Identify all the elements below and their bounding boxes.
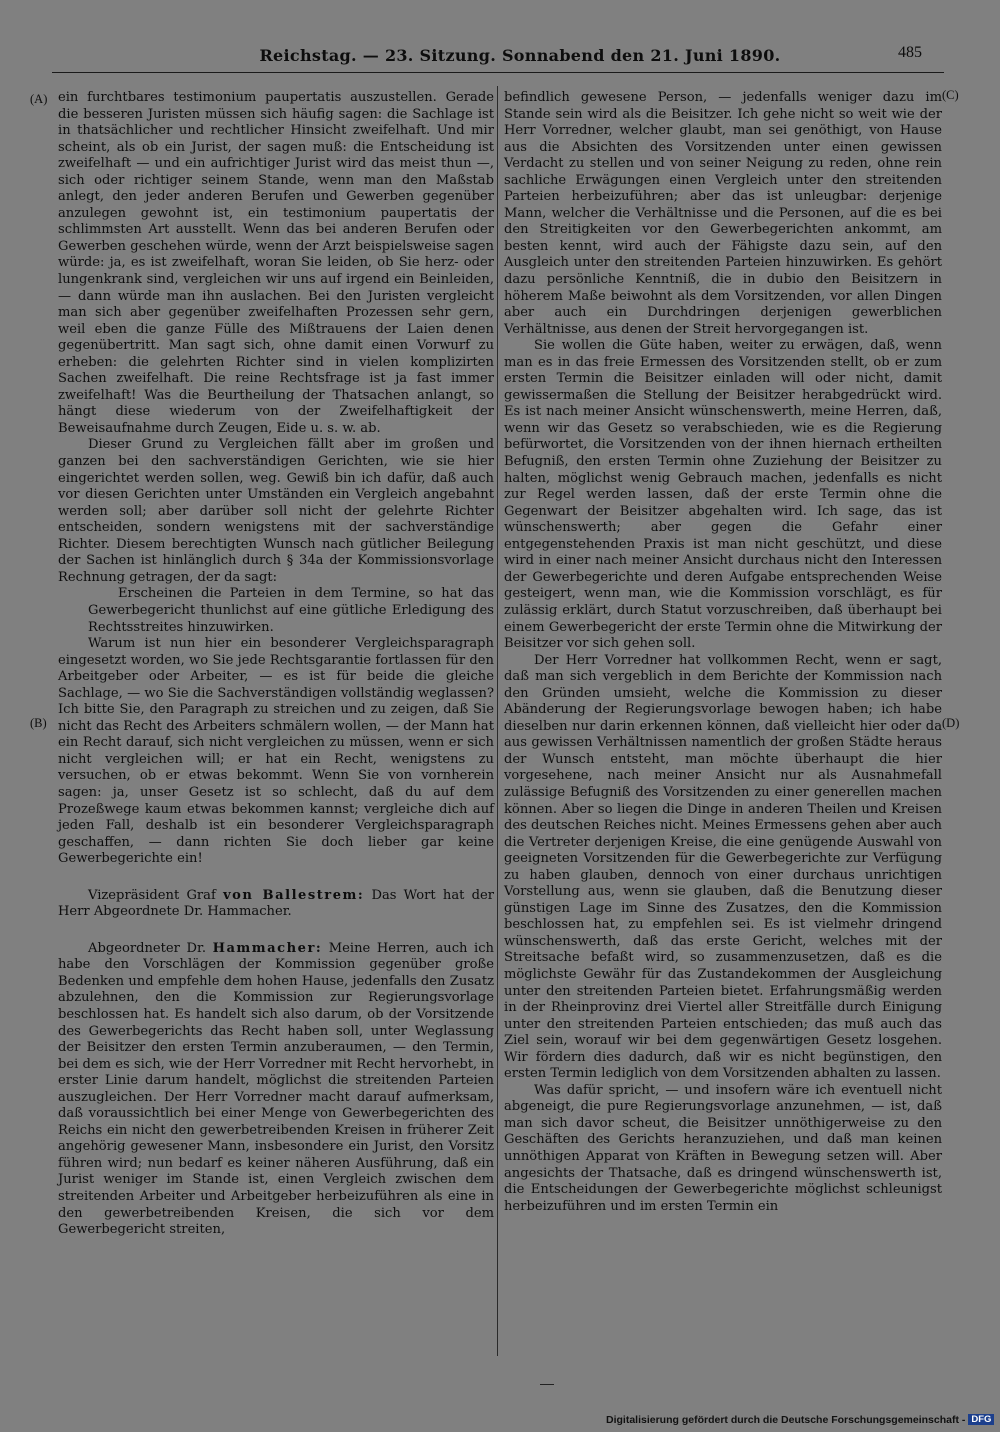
quoted-paragraph: Erscheinen die Parteien in dem Termine, so hat das Gewerbegericht thunlichst auf eine gütliche Erledigung des Rechtsstreites hinzuwirken.	[88, 586, 494, 635]
speaker-paragraph-vizepraesident	[58, 888, 494, 921]
paragraph: befindlich gewesene Person, — jedenfalls weniger dazu im Stande sein wird als die Beisitzer. Ich gehe nicht so weit wie der Herr Vorredner, welcher glaubt, man sei genöthigt, von Hause aus die Absichten des Vorsitzenden unter einen gewissen Verdacht zu stellen und von seiner Neigung zu reden, ohne rein sachliche Erwägungen einen Vergleich unter den streitenden Parteien herbeizuführen; aber das ist unleugbar: derjenige Mann, welcher die Verhältnisse und die Personen, auf die es bei den Streitigkeiten vor den Gewerbegerichten ankommt, am besten kennt, wird auch der Fähigste dazu sein, auf den Ausgleich unter den streitenden Parteien hinzuwirken. Es gehört dazu persönliche Kenntniß, die in dubio den Beisitzern in höherem Maße beiwohnt als dem Vorsitzenden, vor allen Dingen aber auch ein Durchdringen derjenigen gewerblichen Verhältnisse, aus denen der Streit hervorgegangen ist.	[504, 90, 942, 337]
speaker-name: von Ballestrem:	[223, 887, 365, 903]
footer-dash	[540, 1384, 554, 1385]
paragraph: Was dafür spricht, — und insofern wäre ich eventuell nicht abgeneigt, die pure Regierungsvorlage anzunehmen, — ist, daß man sich davor scheut, die Beisitzer unnöthigerweise zu den Geschäften des Gerichts heranzuziehen, und daß man keinen unnöthigen Apparat von Kräften in Bewegung setzen will. Aber angesichts der Thatsache, daß es dringend wünschenswerth ist, die Entscheidungen der Gewerbegerichte möglichst schleunigst herbeizuführen und im ersten Termin ein	[504, 1082, 942, 1214]
credit-text: Digitalisierung gefördert durch die Deutsche Forschungsgemeinschaft -	[606, 1414, 966, 1426]
paragraph: Warum ist nun hier ein besonderer Vergleichsparagraph eingesetzt worden, wo Sie jede Rechtsgarantie fortlassen für den Arbeitgeber oder Arbeiter, — es ist für beide die gleiche Sachlage, — wo Sie die Sachverständigen vollständig weglassen? Ich bitte Sie, den Paragraph zu streichen und zu zeigen, daß Sie nicht das Recht des Arbeiters schmälern wollen, — der Mann hat ein Recht darauf, sich nicht vergleichen zu müssen, wenn er sich nicht vergleichen will; er hat ein Recht, wenigstens zu versuchen, ob er etwas bekommt. Wenn Sie von vornherein sagen: ja, unser Gesetz ist so schlecht, daß du auf dem Prozeßwege kaum etwas bekommen kannst; vergleiche dich auf jeden Fall, deshalb ist ein besonderer Vergleichsparagraph geschaffen, — dann richten Sie doch lieber gar keine Gewerbegerichte ein!	[58, 636, 494, 867]
paragraph: Dieser Grund zu Vergleichen fällt aber im großen und ganzen bei den sachverständigen Gerichten, wie sie hier eingerichtet werden sollen, weg. Gewiß bin ich dafür, daß auch vor diesen Gerichten unter Umständen ein Vergleich angebahnt werden soll; aber darüber soll nicht der gelehrte Richter entscheiden, sondern wenigstens mit der sachverständige Richter. Diesem berechtigten Wunsch nach gütlicher Beilegung der Sachen ist hinlänglich durch § 34a der Kommissionsvorlage Rechnung getragen, der da sagt:	[58, 437, 494, 585]
margin-mark-b: (B)	[30, 716, 47, 730]
paragraph: Sie wollen die Güte haben, weiter zu erwägen, daß, wenn man es in das freie Ermessen des Vorsitzenden stellt, ob er zum ersten Termin die Beisitzer einladen will oder nicht, damit gewissermaßen die Stellung der Beisitzer herabgedrückt wird. Es ist nach meiner Ansicht wünschenswerth, meine Herren, daß, wenn wir das Gesetz so verabschieden, wie es die Regierung befürwortet, die Vorsitzenden von der ihnen hiernach ertheilten Befugniß, den ersten Termin ohne Zuziehung der Beisitzer zu halten, möglichst wenig Gebrauch machen, jedenfalls es nicht zur Regel werden lassen, daß der erste Termin ohne die Gegenwart der Beisitzer abgehalten wird. Ich sage, das ist wünschenswerth; aber gegen die Gefahr einer entgegenstehenden Praxis ist man nicht geschützt, und diese wird in einer nach meiner Ansicht durchaus nicht den Interessen der Gewerbegerichte und deren Aufgabe entsprechenden Weise gesteigert, wenn man, wie die Kommission vorschlägt, es für zulässig erklärt, durch Statut vorzuschreiben, daß überhaupt bei einem Gewerbegericht der erste Termin ohne die Mitwirkung der Beisitzer vor sich gehen soll.	[504, 338, 942, 652]
margin-mark-a: (A)	[30, 92, 48, 106]
speaker-paragraph-hammacher	[58, 941, 494, 1239]
dfg-logo: DFG	[968, 1414, 994, 1425]
page-number: 485	[898, 44, 922, 61]
left-column	[58, 90, 494, 1239]
margin-mark-d: (D)	[942, 716, 960, 730]
margin-mark-c: (C)	[942, 88, 959, 102]
speaker-title: Vizepräsident Graf	[88, 887, 224, 903]
digitization-credit	[606, 1414, 994, 1426]
right-column	[504, 90, 942, 1215]
speaker-text: Das Wort hat der Herr Abgeordnete Dr. Hammacher.	[58, 887, 494, 920]
column-divider	[497, 86, 498, 1356]
speaker-title: Abgeordneter Dr.	[88, 940, 213, 956]
paragraph: Der Herr Vorredner hat vollkommen Recht, wenn er sagt, daß man sich vergeblich in dem Berichte der Kommission nach den Gründen umsieht, welche die Kommission zu dieser Abänderung der Regierungsvorlage bewogen haben; ich habe dieselben nur darin erkennen können, daß vielleicht hier oder da aus gewissen Verhältnissen namentlich der großen Städte heraus der Wunsch entsteht, man möchte überhaupt die hier vorgesehene, nach meiner Ansicht nur als Ausnahmefall zulässige Befugniß des Vorsitzenden zu einer generellen machen können. Aber so liegen die Dinge in anderen Theilen und Kreisen des deutschen Reiches nicht. Meines Ermessens gehen aber auch die Vertreter derjenigen Kreise, die eine genügende Auswahl von geeigneten Vorsitzenden für die Gewerbegerichte zur Verfügung zu haben glauben, dennoch von einer durchaus unrichtigen Vorstellung aus, wenn sie glauben, daß die Benutzung dieser günstigen Lage im Sinne des Zusatzes, den die Kommission beschlossen hat, zu empfehlen sei. Es ist vielmehr dringend wünschenswerth, daß das erste Gericht, welches mit der Streitsache befaßt wird, so zusammenzusetzen, daß es die möglichste Gewähr für das Zustandekommen der Ausgleichung unter den streitenden Parteien bietet. Erfahrungsmäßig werden in der Rheinprovinz drei Viertel aller Streitfälle durch Einigung unter den streitenden Parteien entschieden; das muß auch das Ziel sein, worauf wir bei dem gegenwärtigen Gesetz losgehen. Wir fördern dies dadurch, daß wir es nicht begünstigen, den ersten Termin lediglich von dem Vorsitzenden abhalten zu lassen.	[504, 652, 942, 1082]
speaker-text: Meine Herren, auch ich habe den Vorschlägen der Kommission gegenüber große Bedenken und empfehle dem hohen Hause, jedenfalls den Zusatz abzulehnen, den die Kommission zur Regierungsvorlage beschlossen hat. Es handelt sich also darum, ob der Vorsitzende des Gewerbegerichts das Recht haben soll, unter Weglassung der Beisitzer den ersten Termin anzuberaumen, — den Termin, bei dem es sich, wie der Herr Vorredner mit Recht hervorhebt, in erster Linie darum handelt, möglichst die streitenden Parteien auszugleichen. Der Herr Vorredner macht darauf aufmerksam, daß voraussichtlich bei einer Menge von Gewerbegerichten des Reichs ein nicht den gewerbetreibenden Kreisen in früherer Zeit angehörig gewesener Mann, insbesondere ein Jurist, den Vorsitz führen wird; nun bedarf es keiner näheren Ausführung, daß ein Jurist weniger im Stande ist, einen Vergleich zwischen dem streitenden Arbeiter und Arbeitgeber herbeizuführen als eine in den gewerbetreibenden Kreisen, die sich vor dem Gewerbegericht streiten,	[58, 940, 494, 1238]
paragraph: ein furchtbares testimonium paupertatis auszustellen. Gerade die besseren Juristen müssen sich häufig sagen: die Sachlage ist in thatsächlicher und rechtlicher Hinsicht zweifelhaft. Und mir scheint, als ob ein Jurist, der sagen muß: die Entscheidung ist zweifelhaft — und ein aufrichtiger Jurist wird das meist thun —, sich oder richtiger seinem Stande, wenn man den Maßstab anlegt, den jeder anderen Berufen und Gewerben gegenüber anzulegen gewohnt ist, ein testimonium paupertatis der schlimmsten Art ausstellt. Wenn das bei anderen Berufen oder Gewerben geschehen würde, wenn der Arzt beispielsweise sagen würde: ja, es ist zweifelhaft, woran Sie leiden, ob Sie herz- oder lungenkrank sind, vergleichen wir uns auf irgend ein Beinleiden, — dann würde man ihn auslachen. Bei den Juristen vergleicht man sich aber gegenüber zweifelhaften Prozessen sehr gern, weil eben die ganze Fülle des Mißtrauens der Laien denen gegenübertritt. Man sagt sich, ohne damit einen Vorwurf zu erheben: die gelehrten Richter sind in vielen komplizirten Sachen zweifelhaft. Die reine Rechtsfrage ist ja fast immer zweifelhaft! Was die Beurtheilung der Thatsachen anlangt, so hängt diese wiederum von der Zweifelhaftigkeit der Beweisaufnahme durch Zeugen, Eide u. s. w. ab.	[58, 90, 494, 436]
header-rule	[52, 72, 944, 73]
running-title: Reichstag. — 23. Sitzung. Sonnabend den 21. Juni 1890.	[259, 46, 781, 65]
speaker-name: Hammacher:	[212, 940, 323, 956]
